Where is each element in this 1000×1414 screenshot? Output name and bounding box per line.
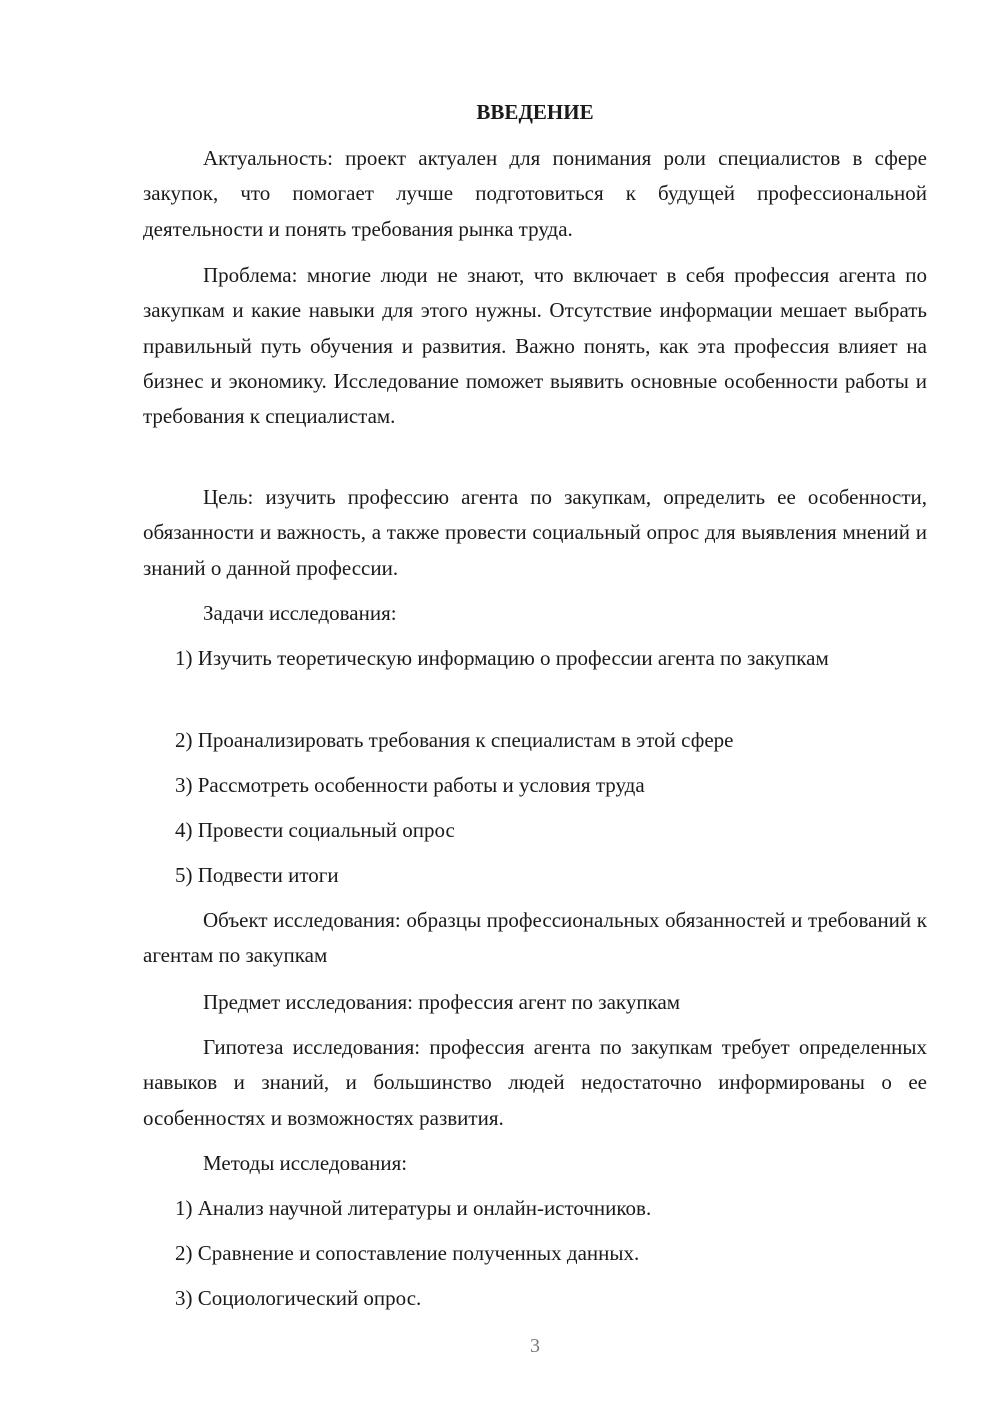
page-number: 3 — [530, 1335, 540, 1357]
methods-heading: Методы исследования: — [203, 1151, 408, 1175]
task-item: 2) Проанализировать требования к специалистам в этой сфере — [175, 728, 734, 752]
task-item: 5) Подвести итоги — [175, 863, 339, 887]
subject-paragraph: Предмет исследования: профессия агент по закупкам — [203, 990, 681, 1014]
task-item: 1) Изучить теоретическую информацию о профессии агента по закупкам — [175, 646, 829, 670]
task-item: 3) Рассмотреть особенности работы и условия труда — [175, 773, 645, 797]
task-item: 4) Провести социальный опрос — [175, 818, 455, 842]
section-title: ВВЕДЕНИЕ — [476, 100, 594, 124]
problem-paragraph: Проблема: многие люди не знают, что включает в себя профессия агента по закупкам и какие навыки для этого нужны. Отсутствие информации мешает выбрать правильный путь обучения и развития. Важно понять, как эта профессия влияет на бизнес и экономику. Исследование поможет выявить основные особенности работы и требования к специалистам. — [143, 263, 927, 429]
goal-paragraph: Цель: изучить профессию агента по закупкам, определить ее особенности, обязанности и важность, а также провести социальный опрос для выявления мнений и знаний о данной профессии. — [143, 485, 927, 580]
method-item: 1) Анализ научной литературы и онлайн-источников. — [175, 1196, 652, 1220]
tasks-heading: Задачи исследования: — [203, 601, 397, 625]
relevance-paragraph: Актуальность: проект актуален для понимания роли специалистов в сфере закупок, что помогает лучше подготовиться к будущей профессиональной деятельности и понять требования рынка труда. — [143, 146, 927, 241]
object-paragraph: Объект исследования: образцы профессиональных обязанностей и требований к агентам по закупкам — [143, 908, 927, 968]
hypothesis-paragraph: Гипотеза исследования: профессия агента по закупкам требует определенных навыков и знаний, и большинство людей недостаточно информированы о ее особенностях и возможностях развития. — [143, 1035, 927, 1130]
method-item: 2) Сравнение и сопоставление полученных данных. — [175, 1241, 640, 1265]
method-item: 3) Социологический опрос. — [175, 1286, 422, 1310]
